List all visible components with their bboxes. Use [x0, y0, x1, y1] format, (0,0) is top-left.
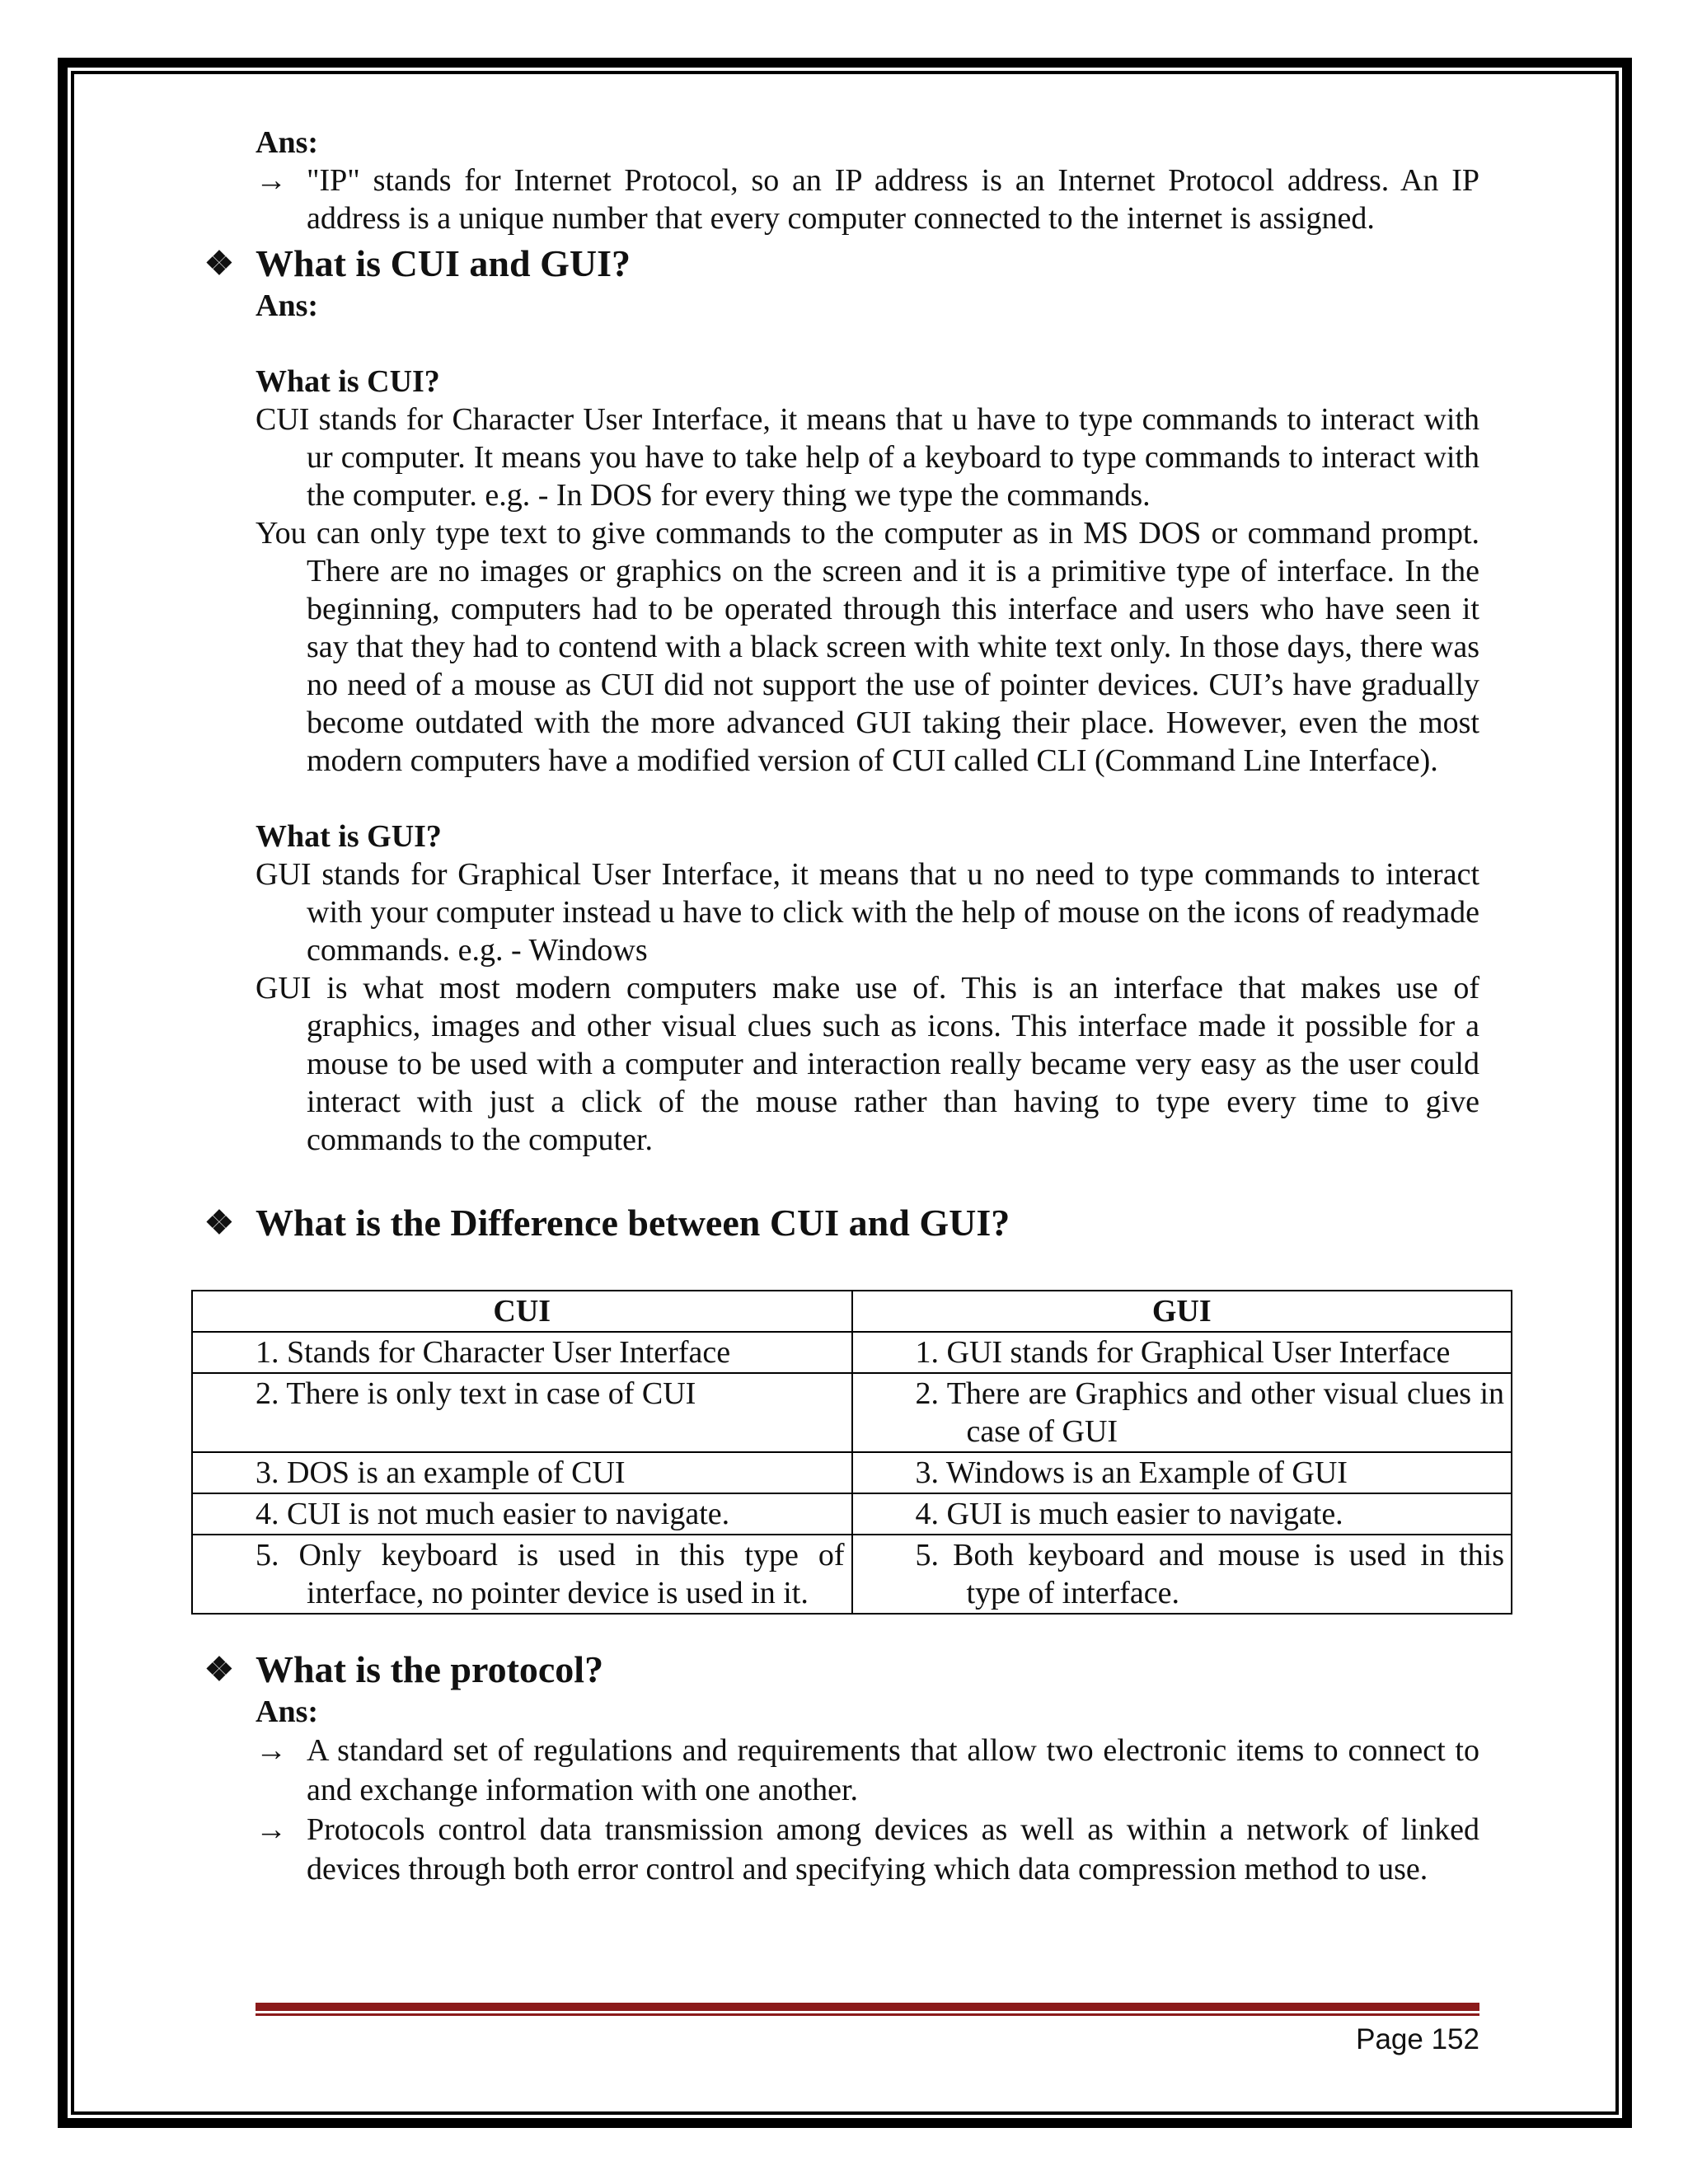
- protocol-answer-item: [256, 1810, 1479, 1889]
- cell-text: 2. There is only text in case of CUI: [256, 1376, 696, 1411]
- table-cell-gui: [852, 1332, 1512, 1373]
- table-row: [192, 1452, 1512, 1493]
- question-heading-cui-gui: [204, 241, 1479, 287]
- cell-text: 2. There are Graphics and other visual clues in case of GUI: [915, 1376, 1504, 1449]
- question-title: What is the protocol?: [256, 1648, 604, 1690]
- diamond-bullet-icon: ❖: [204, 1651, 234, 1688]
- table-header-gui: GUI: [852, 1291, 1512, 1332]
- cui-paragraph-2: You can only type text to give commands to the computer as in MS DOS or command prompt. There are no images or graphics on the screen and it is a primitive type of interface. In the beginning, computers had to be operated through this interface and users who have seen it say that they had to contend with a black screen with white text only. In those days, there was no need of a mouse as CUI did not support the use of pointer devices. CUI’s have gradually become outdated with the more advanced GUI taking their place. However, even the most modern computers have a modified version of CUI called CLI (Command Line Interface).: [256, 516, 1479, 778]
- table-cell-cui: [192, 1373, 852, 1452]
- arrow-icon: →: [256, 1733, 287, 1768]
- cell-text: 5. Both keyboard and mouse is used in this type of interface.: [915, 1538, 1504, 1610]
- gui-subheading: What is GUI?: [256, 819, 442, 854]
- protocol-answer-text: A standard set of regulations and requirements that allow two electronic items to connect to and exchange information with one another.: [307, 1733, 1479, 1807]
- gui-paragraph-2: GUI is what most modern computers make use of. This is an interface that makes use of graphics, images and other visual clues such as icons. This interface made it possible for a mouse to be used with a computer and interaction really became very easy as the user could interact with just a click of the mouse rather than having to type every time to give commands to the computer.: [256, 971, 1479, 1157]
- cell-text: 4. CUI is not much easier to navigate.: [256, 1497, 730, 1531]
- table-header-row: [192, 1291, 1512, 1332]
- cui-gui-comparison-table: [191, 1290, 1512, 1615]
- cui-subheading: What is CUI?: [256, 364, 440, 399]
- cui-paragraph-1: CUI stands for Character User Interface, it means that u have to type commands to interact with ur computer. It means you have to take help of a keyboard to type commands to interact with the computer. e.g. - In DOS for every thing we type the commands.: [256, 402, 1479, 513]
- cell-text: 1. Stands for Character User Interface: [256, 1335, 731, 1370]
- page-content: [204, 124, 1479, 1246]
- protocol-section: [204, 1647, 1479, 1889]
- question-title: What is the Difference between CUI and GUI?: [256, 1202, 1010, 1244]
- arrow-icon: →: [256, 163, 287, 198]
- table-cell-cui: [192, 1332, 852, 1373]
- table-row: [192, 1373, 1512, 1452]
- question-heading-difference: [204, 1200, 1479, 1246]
- diamond-bullet-icon: ❖: [204, 245, 234, 282]
- page-number: Page 152: [1356, 2023, 1479, 2055]
- table-row: [192, 1535, 1512, 1614]
- footer-rule-thin: [256, 2013, 1479, 2016]
- table-row: [192, 1493, 1512, 1535]
- ip-answer-text: "IP" stands for Internet Protocol, so an IP address is an Internet Protocol address. An IP address is a unique number that every computer connected to the internet is assigned.: [307, 163, 1479, 236]
- table-cell-cui: [192, 1452, 852, 1493]
- question-title: What is CUI and GUI?: [256, 242, 631, 284]
- gui-paragraph-1: GUI stands for Graphical User Interface, it means that u no need to type commands to interact with your computer instead u have to click with the help of mouse on the icons of readymade commands. e.g. - Windows: [256, 857, 1479, 968]
- cell-text: 3. DOS is an example of CUI: [256, 1455, 626, 1490]
- table-cell-gui: [852, 1373, 1512, 1452]
- protocol-answer-item: [256, 1731, 1479, 1810]
- table-cell-gui: [852, 1493, 1512, 1535]
- table-cell-cui: [192, 1493, 852, 1535]
- question-heading-protocol: [204, 1647, 1479, 1693]
- cell-text: 3. Windows is an Example of GUI: [915, 1455, 1348, 1490]
- ans-label-ip: Ans:: [256, 125, 319, 160]
- footer-rule-thick: [256, 2003, 1479, 2011]
- table-cell-gui: [852, 1535, 1512, 1614]
- cell-text: 5. Only keyboard is used in this type of interface, no pointer device is used in it.: [256, 1538, 845, 1610]
- diamond-bullet-icon: ❖: [204, 1204, 234, 1241]
- ip-answer-item: [256, 162, 1479, 237]
- table-cell-gui: [852, 1452, 1512, 1493]
- cell-text: 1. GUI stands for Graphical User Interface: [915, 1335, 1451, 1370]
- table-header-cui: CUI: [192, 1291, 852, 1332]
- protocol-answer-text: Protocols control data transmission among devices as well as within a network of linked devices through both error control and specifying which data compression method to use.: [307, 1812, 1479, 1886]
- footer-rule: [256, 2003, 1479, 2016]
- table-cell-cui: [192, 1535, 852, 1614]
- table-row: [192, 1332, 1512, 1373]
- ans-label-protocol: Ans:: [256, 1694, 319, 1729]
- arrow-icon: →: [256, 1812, 287, 1847]
- ans-label-cui-gui: Ans:: [256, 288, 319, 323]
- cell-text: 4. GUI is much easier to navigate.: [915, 1497, 1343, 1531]
